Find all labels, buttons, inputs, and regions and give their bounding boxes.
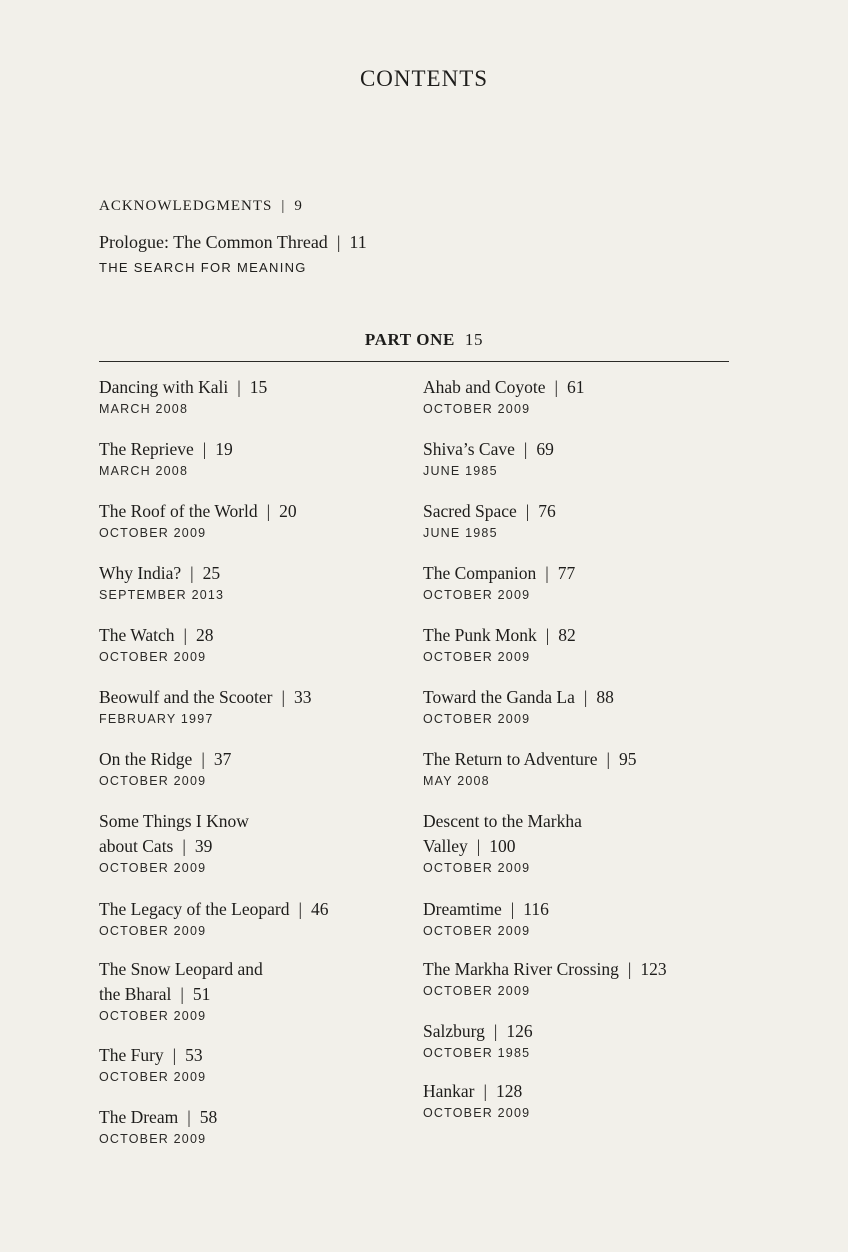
entry-title xyxy=(423,685,743,710)
contents-entry xyxy=(423,623,743,666)
entry-date: MAY 2008 xyxy=(423,774,490,788)
entry-title-text: Salzburg xyxy=(423,1021,485,1041)
part-one-heading xyxy=(0,330,848,350)
entry-title xyxy=(99,834,419,859)
separator: | xyxy=(606,749,610,769)
contents-entry xyxy=(423,561,743,604)
entry-title-text: Some Things I Know xyxy=(99,811,249,831)
divider-rule xyxy=(99,361,729,362)
entry-title-text: Dancing with Kali xyxy=(99,377,229,397)
separator: | xyxy=(190,563,194,583)
contents-entry xyxy=(423,1079,743,1122)
entry-page: 128 xyxy=(496,1081,523,1101)
separator: | xyxy=(183,625,188,645)
entry-title xyxy=(99,1043,419,1068)
acknowledgments-entry xyxy=(99,198,303,215)
contents-entry xyxy=(423,957,743,1000)
entry-title xyxy=(423,1019,743,1044)
contents-entry xyxy=(99,685,419,728)
entry-page: 58 xyxy=(199,1107,218,1127)
entry-date: JUNE 1985 xyxy=(423,526,498,540)
entry-title xyxy=(99,809,419,834)
entry-title xyxy=(423,809,743,834)
entry-date: OCTOBER 2009 xyxy=(423,861,531,875)
separator: | xyxy=(483,1081,488,1101)
contents-entry xyxy=(423,1019,743,1062)
entry-page: 95 xyxy=(619,749,637,769)
entry-date: OCTOBER 2009 xyxy=(423,984,531,998)
entry-title xyxy=(99,747,419,772)
entry-date: OCTOBER 2009 xyxy=(99,650,207,664)
separator: | xyxy=(627,959,632,979)
contents-entry xyxy=(99,623,419,666)
entry-title xyxy=(99,499,419,524)
separator: | xyxy=(493,1021,498,1041)
entry-title-text: Beowulf and the Scooter xyxy=(99,687,273,707)
entry-title-text: Why India? xyxy=(99,563,182,583)
entry-title xyxy=(99,1105,419,1130)
entry-date: OCTOBER 2009 xyxy=(423,712,531,726)
entry-title-text: The Dream xyxy=(99,1107,179,1127)
entry-title-text: Descent to the Markha xyxy=(423,811,582,831)
entry-title xyxy=(423,747,743,772)
entry-title-text: Sacred Space xyxy=(423,501,517,521)
contents-entry xyxy=(99,809,419,877)
entry-page: 76 xyxy=(538,501,556,521)
entry-page: 25 xyxy=(202,563,221,583)
entry-title-text: Hankar xyxy=(423,1081,475,1101)
entry-page: 37 xyxy=(213,749,232,769)
entry-title xyxy=(423,437,743,462)
entry-title xyxy=(423,1079,743,1104)
separator: | xyxy=(281,687,286,707)
entry-page: 20 xyxy=(279,501,297,521)
separator: | xyxy=(525,501,530,521)
entry-date: OCTOBER 2009 xyxy=(423,402,531,416)
entry-title xyxy=(99,957,419,982)
entry-title xyxy=(99,437,419,462)
prologue-title: Prologue: The Common Thread xyxy=(99,232,328,252)
entry-title-text: about Cats xyxy=(99,836,174,856)
contents-entry xyxy=(99,957,419,1025)
entry-title-text: The Roof of the World xyxy=(99,501,258,521)
entry-title-text: Toward the Ganda La xyxy=(423,687,575,707)
separator: | xyxy=(336,232,341,252)
entry-date: MARCH 2008 xyxy=(99,464,189,478)
entry-page: 69 xyxy=(536,439,554,459)
entry-page: 88 xyxy=(596,687,614,707)
separator: | xyxy=(237,377,241,397)
entry-date: OCTOBER 2009 xyxy=(99,861,207,875)
prologue-subtitle: THE SEARCH FOR MEANING xyxy=(99,260,307,275)
entry-page: 46 xyxy=(310,899,329,919)
entry-date: OCTOBER 2009 xyxy=(99,1132,207,1146)
part-one-page: 15 xyxy=(464,330,484,349)
entry-date: JUNE 1985 xyxy=(423,464,498,478)
separator: | xyxy=(510,899,515,919)
contents-entry xyxy=(99,499,419,542)
entry-title xyxy=(99,375,419,400)
entry-title-text: Shiva’s Cave xyxy=(423,439,515,459)
contents-entry xyxy=(99,897,419,940)
entry-date: OCTOBER 2009 xyxy=(423,924,531,938)
entry-date: OCTOBER 2009 xyxy=(99,774,207,788)
entry-title xyxy=(99,982,419,1007)
prologue-entry xyxy=(99,232,367,253)
page-title: CONTENTS xyxy=(359,66,489,91)
separator: | xyxy=(554,377,558,397)
separator: | xyxy=(187,1107,191,1127)
entry-date: OCTOBER 2009 xyxy=(99,1070,207,1084)
entry-page: 33 xyxy=(294,687,312,707)
entry-title-text: The Watch xyxy=(99,625,175,645)
entry-title xyxy=(423,623,743,648)
entry-title-text: The Snow Leopard and xyxy=(99,959,263,979)
separator: | xyxy=(583,687,588,707)
separator: | xyxy=(545,563,549,583)
entry-title-text: The Return to Adventure xyxy=(423,749,598,769)
entry-title-text: The Markha River Crossing xyxy=(423,959,619,979)
contents-entry xyxy=(423,437,743,480)
part-one-label: PART ONE xyxy=(364,330,455,349)
separator: | xyxy=(281,198,286,214)
entry-title-text: The Companion xyxy=(423,563,537,583)
contents-entry xyxy=(99,437,419,480)
entry-title-text: the Bharal xyxy=(99,984,172,1004)
entry-title xyxy=(99,561,419,586)
contents-entry xyxy=(423,375,743,418)
contents-entry xyxy=(99,747,419,790)
acknowledgments-title: ACKNOWLEDGMENTS xyxy=(99,198,273,214)
entry-title xyxy=(423,897,743,922)
entry-date: OCTOBER 2009 xyxy=(99,924,207,938)
entry-title xyxy=(423,375,743,400)
entry-page: 39 xyxy=(194,836,213,856)
entry-title xyxy=(99,685,419,710)
contents-entry xyxy=(99,1105,419,1148)
contents-entry xyxy=(99,1043,419,1086)
entry-date: FEBRUARY 1997 xyxy=(99,712,214,726)
entry-title-text: The Fury xyxy=(99,1045,164,1065)
entry-title xyxy=(99,623,419,648)
entry-date: OCTOBER 2009 xyxy=(423,650,531,664)
entry-date: SEPTEMBER 2013 xyxy=(99,588,225,602)
entry-title xyxy=(423,499,743,524)
entry-title xyxy=(423,957,743,982)
entry-date: MARCH 2008 xyxy=(99,402,189,416)
separator: | xyxy=(172,1045,177,1065)
entry-page: 116 xyxy=(523,899,549,919)
separator: | xyxy=(180,984,184,1004)
entry-date: OCTOBER 1985 xyxy=(423,1046,531,1060)
contents-entry xyxy=(423,499,743,542)
separator: | xyxy=(182,836,186,856)
entry-date: OCTOBER 2009 xyxy=(423,588,531,602)
entry-date: OCTOBER 2009 xyxy=(423,1106,531,1120)
entry-title xyxy=(99,897,419,922)
contents-entry xyxy=(423,897,743,940)
contents-entry xyxy=(99,561,419,604)
entry-title-text: On the Ridge xyxy=(99,749,193,769)
separator: | xyxy=(266,501,271,521)
separator: | xyxy=(201,749,205,769)
separator: | xyxy=(476,836,481,856)
contents-entry xyxy=(423,809,743,877)
separator: | xyxy=(202,439,207,459)
entry-page: 77 xyxy=(557,563,576,583)
entry-title-text: The Legacy of the Leopard xyxy=(99,899,290,919)
separator: | xyxy=(298,899,302,919)
separator: | xyxy=(523,439,528,459)
entry-title-text: The Punk Monk xyxy=(423,625,537,645)
contents-entry xyxy=(423,747,743,790)
entry-page: 28 xyxy=(196,625,214,645)
contents-entry xyxy=(99,375,419,418)
entry-page: 53 xyxy=(185,1045,203,1065)
entry-page: 126 xyxy=(506,1021,533,1041)
entry-page: 15 xyxy=(249,377,268,397)
entry-page: 82 xyxy=(558,625,576,645)
entry-date: OCTOBER 2009 xyxy=(99,1009,207,1023)
entry-date: OCTOBER 2009 xyxy=(99,526,207,540)
entry-page: 100 xyxy=(489,836,516,856)
entry-page: 123 xyxy=(640,959,667,979)
entry-title xyxy=(423,834,743,859)
acknowledgments-page: 9 xyxy=(294,198,303,214)
separator: | xyxy=(545,625,550,645)
entry-title-text: Valley xyxy=(423,836,468,856)
entry-title xyxy=(423,561,743,586)
entry-page: 19 xyxy=(215,439,233,459)
prologue-page: 11 xyxy=(349,232,367,252)
entry-page: 51 xyxy=(192,984,211,1004)
contents-entry xyxy=(423,685,743,728)
entry-title-text: Dreamtime xyxy=(423,899,502,919)
entry-page: 61 xyxy=(567,377,585,397)
entry-title-text: The Reprieve xyxy=(99,439,194,459)
entry-title-text: Ahab and Coyote xyxy=(423,377,546,397)
